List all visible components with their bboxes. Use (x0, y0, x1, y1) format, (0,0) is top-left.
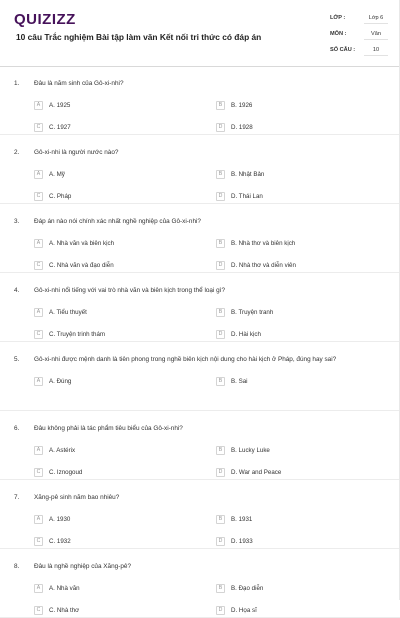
answer-option[interactable] (34, 375, 71, 387)
option-letter-box: B (216, 170, 225, 179)
option-text: C. 1932 (49, 537, 71, 545)
answer-option[interactable] (216, 237, 295, 249)
meta-row-subject (330, 26, 388, 42)
option-text: B. Lucky Luke (231, 446, 270, 454)
option-text: C. Iznogoud (49, 468, 83, 476)
option-text: B. Nhật Bản (231, 170, 265, 178)
answer-option[interactable] (216, 604, 257, 616)
option-text: D. Nhà thơ và diễn viên (231, 261, 296, 269)
option-letter-box: B (216, 377, 225, 386)
option-letter-box: A (34, 446, 43, 455)
question-text: Gô-xi-nhi được mệnh danh là tiên phong trong nghề biên kịch nội dung cho hài kịch ở Pháp, đúng hay sai? (34, 356, 337, 363)
option-text: A. Tiểu thuyết (49, 308, 87, 316)
question-item (0, 411, 400, 480)
question-item (0, 135, 400, 204)
answer-option[interactable] (216, 513, 252, 525)
option-text: C. Nhà văn và đạo diễn (49, 261, 114, 269)
option-letter-box: B (216, 515, 225, 524)
answer-option[interactable] (34, 259, 114, 271)
meta-label-grade: LỚP : (330, 15, 346, 21)
option-text: B. Sai (231, 377, 248, 385)
answer-option[interactable] (34, 535, 71, 547)
option-letter-box: C (34, 123, 43, 132)
option-letter-box: A (34, 377, 43, 386)
question-number: 2. (14, 149, 20, 156)
option-text: C. Pháp (49, 192, 72, 200)
question-item (0, 66, 400, 135)
answer-option[interactable] (216, 259, 296, 271)
question-item (0, 549, 400, 618)
option-letter-box: D (216, 261, 225, 270)
option-text: A. Astérix (49, 446, 76, 454)
answer-option[interactable] (216, 168, 264, 180)
meta-value-subject: Văn (364, 29, 388, 40)
option-letter-box: D (216, 606, 225, 615)
answer-option[interactable] (34, 99, 70, 111)
option-letter-box: C (34, 192, 43, 201)
question-text: Đâu là nghề nghiệp của Xăng-pê? (34, 563, 132, 570)
option-letter-box: A (34, 584, 43, 593)
question-item (0, 273, 400, 342)
option-text: D. 1928 (231, 123, 253, 131)
answer-option[interactable] (34, 121, 71, 133)
option-letter-box: C (34, 468, 43, 477)
answer-option[interactable] (34, 444, 75, 456)
option-text: D. 1933 (231, 537, 253, 545)
option-text: D. Họa sĩ (231, 606, 257, 614)
answer-option[interactable] (34, 237, 114, 249)
answer-option[interactable] (216, 190, 263, 202)
option-text: A. Nhà văn (49, 584, 80, 592)
option-letter-box: C (34, 261, 43, 270)
question-item (0, 204, 400, 273)
meta-row-count (330, 42, 388, 58)
option-letter-box: A (34, 170, 43, 179)
question-number: 5. (14, 356, 20, 363)
option-letter-box: B (216, 446, 225, 455)
option-letter-box: B (216, 239, 225, 248)
option-letter-box: C (34, 330, 43, 339)
question-number: 1. (14, 80, 20, 87)
option-text: D. Hài kịch (231, 330, 261, 338)
meta-label-count: SỐ CÂU : (330, 47, 356, 53)
question-item (0, 342, 400, 411)
answer-option[interactable] (34, 604, 79, 616)
option-text: C. 1927 (49, 123, 71, 131)
meta-value-grade: Lớp 6 (364, 13, 388, 24)
question-text: Đâu là năm sinh của Gô-xi-nhi? (34, 80, 124, 87)
option-text: C. Truyện trinh thám (49, 330, 106, 338)
option-text: B. 1926 (231, 101, 253, 109)
question-text: Đâu không phải là tác phẩm tiêu biểu của Gô-xi-nhi? (34, 425, 183, 432)
option-letter-box: B (216, 584, 225, 593)
answer-option[interactable] (216, 582, 263, 594)
quiz-meta (330, 10, 388, 58)
answer-option[interactable] (34, 466, 82, 478)
meta-label-subject: MÔN : (330, 31, 347, 37)
option-text: B. Truyện tranh (231, 308, 274, 316)
option-text: A. Nhà văn và biên kịch (49, 239, 115, 247)
question-text: Gô-xi-nhi là người nước nào? (34, 149, 119, 156)
option-letter-box: B (216, 101, 225, 110)
option-text: A. Mỹ (49, 170, 65, 178)
answer-option[interactable] (34, 328, 105, 340)
option-letter-box: C (34, 606, 43, 615)
answer-option[interactable] (216, 466, 281, 478)
meta-row-grade (330, 10, 388, 26)
option-letter-box: A (34, 101, 43, 110)
question-text: Gô-xi-nhi nổi tiếng với vai trò nhà văn và biên kịch trong thể loại gì? (34, 287, 226, 294)
answer-option[interactable] (216, 306, 273, 318)
option-letter-box: B (216, 308, 225, 317)
option-text: B. Nhà thơ và biên kịch (231, 239, 296, 247)
quiz-header (0, 0, 400, 67)
option-text: B. 1931 (231, 515, 253, 523)
option-letter-box: D (216, 468, 225, 477)
option-text: A. 1930 (49, 515, 71, 523)
quizizz-logo: QUIZIZZ (14, 11, 76, 28)
question-text: Đáp án nào nói chính xác nhất nghề nghiệp của Gô-xi-nhi? (34, 218, 201, 225)
answer-option[interactable] (216, 444, 270, 456)
answer-option[interactable] (34, 190, 71, 202)
option-text: C. Nhà thơ (49, 606, 80, 614)
question-number: 6. (14, 425, 20, 432)
answer-option[interactable] (216, 121, 253, 133)
question-text: Xăng-pê sinh năm bao nhiêu? (34, 494, 120, 501)
option-letter-box: D (216, 537, 225, 546)
question-number: 3. (14, 218, 20, 225)
answer-option[interactable] (34, 168, 65, 180)
option-letter-box: D (216, 330, 225, 339)
option-text: B. Đạo diễn (231, 584, 264, 592)
answer-option[interactable] (216, 99, 252, 111)
answer-option[interactable] (216, 535, 253, 547)
answer-option[interactable] (216, 328, 261, 340)
option-letter-box: A (34, 239, 43, 248)
answer-option[interactable] (34, 513, 70, 525)
question-number: 8. (14, 563, 20, 570)
answer-option[interactable] (216, 375, 248, 387)
option-letter-box: A (34, 515, 43, 524)
option-letter-box: C (34, 537, 43, 546)
question-list (0, 66, 400, 618)
option-text: D. Thái Lan (231, 192, 263, 200)
question-number: 4. (14, 287, 20, 294)
meta-value-count: 10 (364, 45, 388, 56)
option-letter-box: A (34, 308, 43, 317)
option-text: A. Đúng (49, 377, 72, 385)
quiz-title: 10 câu Trắc nghiệm Bài tập làm văn Kết nối tri thức có đáp án (16, 32, 262, 42)
option-text: D. War and Peace (231, 468, 282, 476)
option-letter-box: D (216, 123, 225, 132)
option-letter-box: D (216, 192, 225, 201)
option-text: A. 1925 (49, 101, 71, 109)
answer-option[interactable] (34, 306, 87, 318)
answer-option[interactable] (34, 582, 80, 594)
question-number: 7. (14, 494, 20, 501)
question-item (0, 480, 400, 549)
